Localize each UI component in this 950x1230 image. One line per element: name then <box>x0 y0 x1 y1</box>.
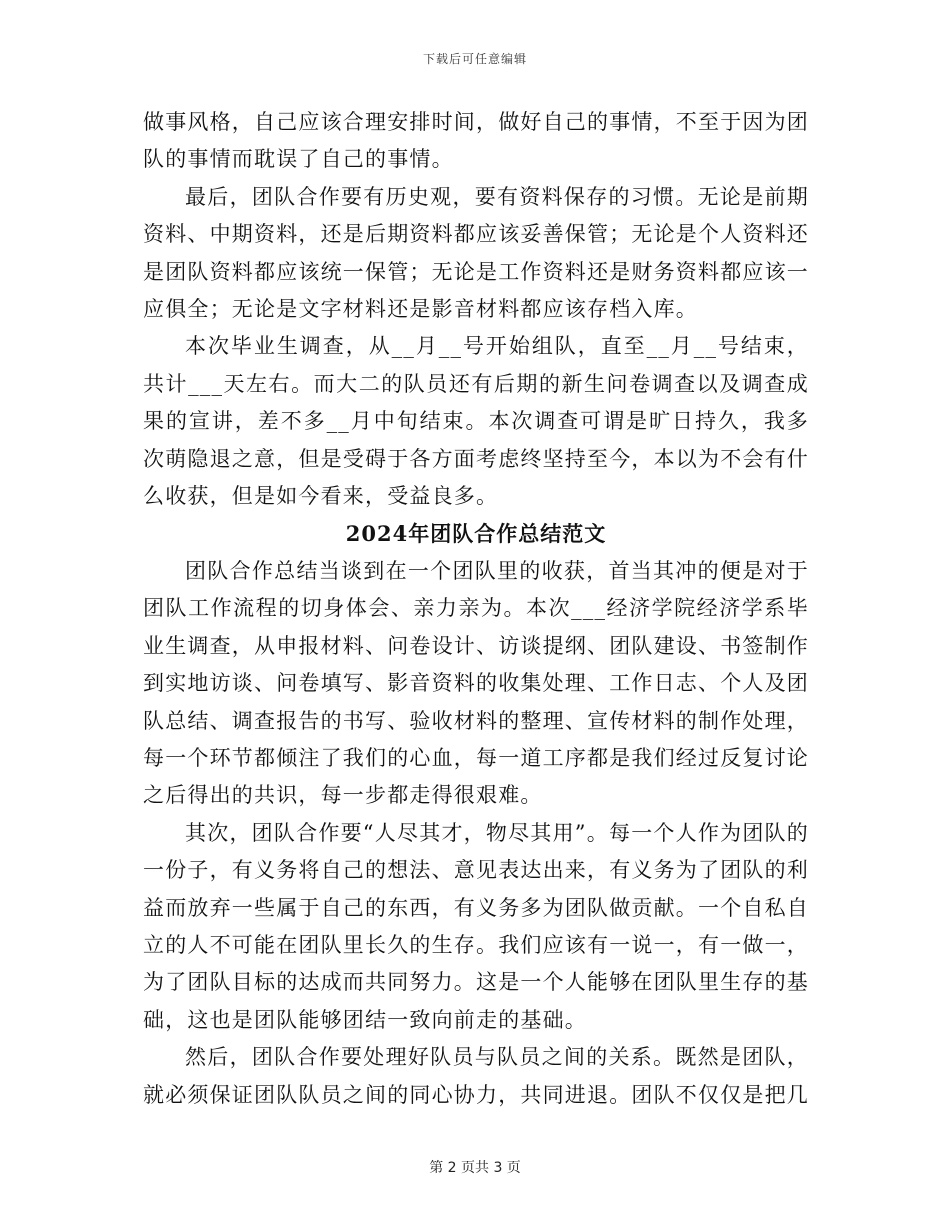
paragraph-archiving: 最后，团队合作要有历史观，要有资料保存的习惯。无论是前期资料、中期资料，还是后期资料都应该妥善保管；无论是个人资料还是团队资料都应该统一保管；无论是工作资料还是财务资料都应该一应俱全；无论是文字材料还是影音材料都应该存档入库。 <box>143 184 809 322</box>
page-footer: 第 2 页共 3 页 <box>429 1160 521 1176</box>
paragraph-talent-use: 其次，团队合作要“人尽其才，物尽其用”。每一个人作为团队的一份子，有义务将自己的想法、意见表达出来，有义务为了团队的利益而放弃一些属于自己的东西，有义务多为团队做贡献。一个自私自立的人不可能在团队里长久的生存。我们应该有一说一，有一做一，为了团队目标的达成而共同努力。这是一个人能够在团队里生存的基础，这也是团队能够团结一致向前走的基础。 <box>143 820 809 1032</box>
paragraph-workflow: 团队合作总结当谈到在一个团队里的收获，首当其冲的便是对于团队工作流程的切身体会、亲力亲为。本次___经济学院经济学系毕业生调查，从申报材料、问卷设计、访谈提纲、团队建设、书签制作到实地访谈、问卷填写、影音资料的收集处理、工作日志、个人及团队总结、调查报告的书写、验收材料的整理、宣传材料的制作处理，每一个环节都倾注了我们的心血，每一道工序都是我们经过反复讨论之后得出的共识，每一步都走得很艰难。 <box>143 558 809 808</box>
section-title: 2024年团队合作总结范文 <box>345 521 607 547</box>
page-header: 下载后可任意编辑 <box>422 52 527 66</box>
paragraph-continued: 做事风格，自己应该合理安排时间，做好自己的事情，不至于因为团队的事情而耽误了自己的事情。 <box>143 110 809 172</box>
document-body <box>143 104 809 1114</box>
paragraph-relationships: 然后，团队合作要处理好队员与队员之间的关系。既然是团队，就必须保证团队队员之间的同心协力，共同进退。团队不仅仅是把几 <box>143 1045 809 1107</box>
paragraph-survey-duration: 本次毕业生调查，从__月__号开始组队，直至__月__号结束，共计___天左右。而大二的队员还有后期的新生问卷调查以及调查成果的宣讲，差不多__月中旬结束。本次调查可谓是旷日持久，我多次萌隐退之意，但是受碍于各方面考虑终坚持至今，本以为不会有什么收获，但是如今看来，受益良多。 <box>143 334 809 509</box>
